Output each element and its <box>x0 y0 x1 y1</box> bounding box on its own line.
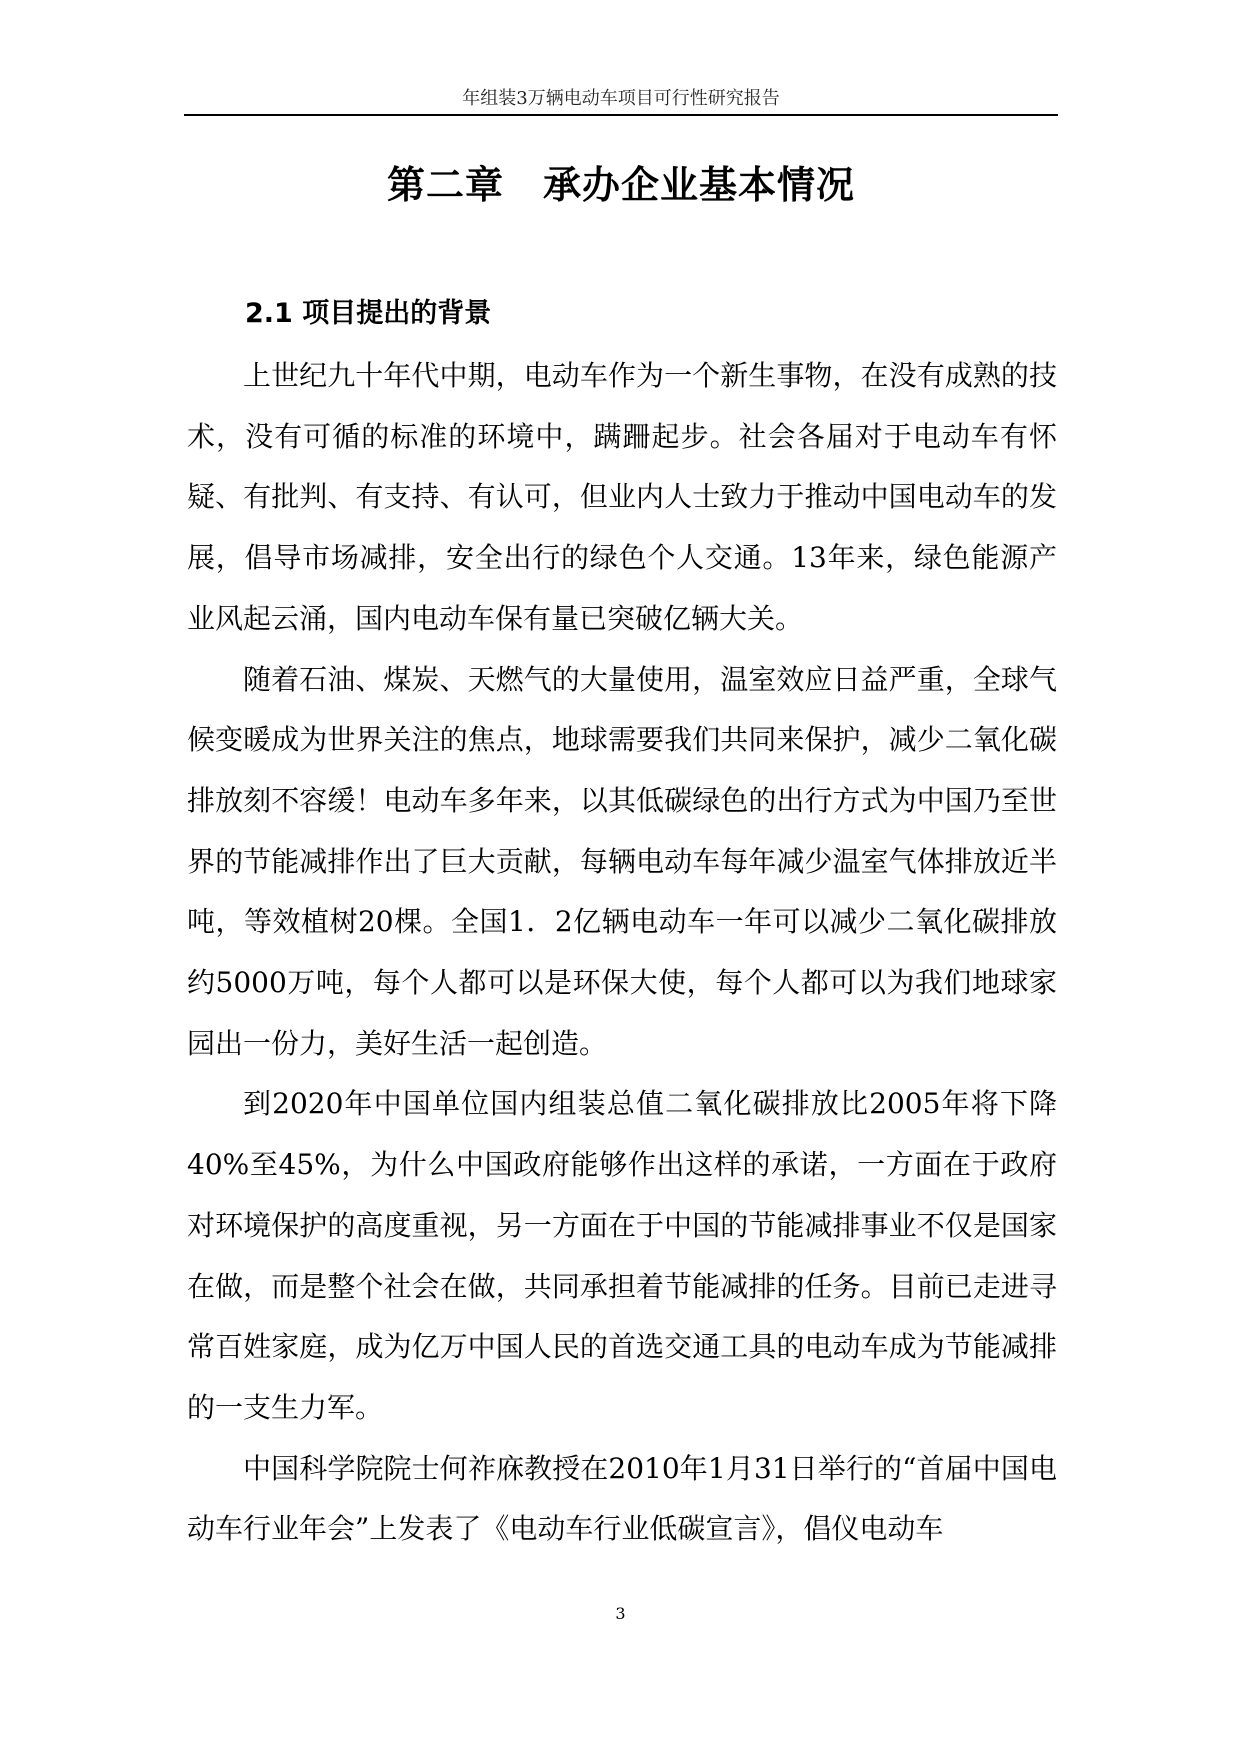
running-header: 年组装3万辆电动车项目可行性研究报告 <box>462 88 780 109</box>
body-text <box>187 346 1057 1560</box>
paragraph: 中国科学院院士何祚庥教授在2010年1月31日举行的“首届中国电动车行业年会”上发表了《电动车行业低碳宣言》，倡仪电动车 <box>187 1451 1057 1546</box>
chapter-title: 第二章 承办企业基本情况 <box>386 162 855 207</box>
paragraph: 到2020年中国单位国内组装总值二氧化碳排放比2005年将下降40%至45%，为什么中国政府能够作出这样的承诺，一方面在于政府对环境保护的高度重视，另一方面在于中国的节能减排事业不仅是国家在做，而是整个社会在做，共同承担着节能减排的任务。目前已走进寻常百姓家庭，成为亿万中国人民的首选交通工具的电动车成为节能减排的一支生力军。 <box>187 1087 1057 1424</box>
header-rule <box>184 114 1058 116</box>
paragraph: 随着石油、煤炭、天燃气的大量使用，温室效应日益严重，全球气候变暖成为世界关注的焦点，地球需要我们共同来保护，减少二氧化碳排放刻不容缓！电动车多年来，以其低碳绿色的出行方式为中国乃至世界的节能减排作出了巨大贡献，每辆电动车每年减少温室气体排放近半吨，等效植树20棵。全国1．2亿辆电动车一年可以减少二氧化碳排放约5000万吨，每个人都可以是环保大使，每个人都可以为我们地球家园出一份力，美好生活一起创造。 <box>187 662 1057 1060</box>
paragraph: 上世纪九十年代中期，电动车作为一个新生事物，在没有成熟的技术，没有可循的标准的环境中，蹒跚起步。社会各届对于电动车有怀疑、有批判、有支持、有认可，但业内人士致力于推动中国电动车的发展，倡导市场减排，安全出行的绿色个人交通。13年来，绿色能源产业风起云涌，国内电动车保有量已突破亿辆大关。 <box>187 359 1057 635</box>
section-heading: 2.1 项目提出的背景 <box>245 298 492 329</box>
page-number: 3 <box>615 1604 626 1623</box>
